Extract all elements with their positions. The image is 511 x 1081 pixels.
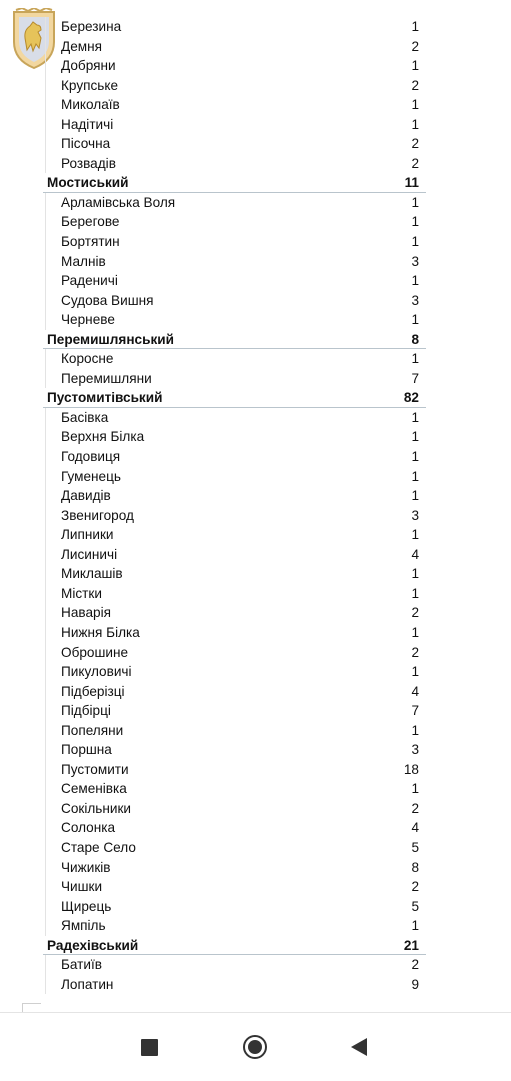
settlement-count: 7 xyxy=(411,370,419,386)
settlement-count: 4 xyxy=(411,683,419,699)
settlement-row xyxy=(0,662,511,682)
system-navigation-bar xyxy=(0,1012,511,1081)
district-count: 11 xyxy=(404,175,419,191)
settlement-count: 5 xyxy=(411,898,419,914)
district-row xyxy=(0,936,511,956)
settlement-row xyxy=(0,37,511,57)
settlement-name: Батиїв xyxy=(61,957,103,973)
settlement-row xyxy=(0,349,511,369)
settlement-row xyxy=(0,818,511,838)
settlement-row xyxy=(0,858,511,878)
district-name: Радехівський xyxy=(47,937,139,953)
settlement-count: 7 xyxy=(411,703,419,719)
settlement-name: Малнів xyxy=(61,253,106,269)
settlement-name: Басівка xyxy=(61,409,109,425)
settlement-name: Гуменець xyxy=(61,468,121,484)
settlement-row xyxy=(0,916,511,936)
settlement-name: Березина xyxy=(61,19,122,34)
settlement-row xyxy=(0,877,511,897)
settlement-count: 1 xyxy=(411,488,419,504)
settlement-row xyxy=(0,232,511,252)
settlement-count: 1 xyxy=(411,273,419,289)
settlement-count: 18 xyxy=(403,761,419,777)
settlement-name: Попеляни xyxy=(61,722,124,738)
settlement-name: Звенигород xyxy=(61,507,134,523)
settlement-count: 2 xyxy=(411,136,419,152)
settlement-row xyxy=(0,643,511,663)
district-name: Пустомитівський xyxy=(47,390,163,406)
settlement-count: 3 xyxy=(411,507,419,523)
settlement-row xyxy=(0,525,511,545)
settlement-row xyxy=(0,564,511,584)
home-button[interactable] xyxy=(237,1029,273,1065)
settlement-name: Старе Село xyxy=(61,839,136,855)
settlement-name: Арламівська Воля xyxy=(61,194,176,210)
settlement-row xyxy=(0,408,511,428)
settlement-name: Поршна xyxy=(61,742,112,758)
settlement-name: Надітичі xyxy=(61,116,114,132)
settlement-name: Демня xyxy=(61,38,102,54)
settlement-count: 1 xyxy=(411,58,419,74)
settlement-name: Бортятин xyxy=(61,234,120,250)
settlement-name: Щирець xyxy=(61,898,112,914)
settlement-name: Розвадів xyxy=(61,155,116,171)
settlement-count: 4 xyxy=(411,546,419,562)
settlement-count: 1 xyxy=(411,918,419,934)
settlement-count: 3 xyxy=(411,253,419,269)
settlement-row xyxy=(0,17,511,37)
settlement-count: 9 xyxy=(411,976,419,992)
settlement-count: 1 xyxy=(411,351,419,367)
settlement-name: Верхня Білка xyxy=(61,429,145,445)
district-count: 82 xyxy=(403,390,419,406)
settlement-row xyxy=(0,838,511,858)
district-row xyxy=(0,388,511,408)
settlement-name: Добряни xyxy=(61,58,116,74)
settlement-count: 1 xyxy=(411,312,419,328)
district-row xyxy=(0,330,511,350)
page-corner-marker xyxy=(22,1003,41,1012)
settlement-row xyxy=(0,291,511,311)
settlement-name: Пісочна xyxy=(61,136,111,152)
settlement-name: Миколаїв xyxy=(61,97,120,113)
settlement-row xyxy=(0,467,511,487)
settlement-count: 1 xyxy=(411,429,419,445)
district-count: 21 xyxy=(403,937,419,953)
triangle-back-icon xyxy=(351,1038,367,1056)
settlement-count: 2 xyxy=(411,879,419,895)
settlement-name: Солонка xyxy=(61,820,116,836)
district-row xyxy=(0,173,511,193)
settlement-row xyxy=(0,76,511,96)
settlement-row xyxy=(0,486,511,506)
settlement-count: 1 xyxy=(411,624,419,640)
settlement-row xyxy=(0,975,511,995)
settlement-row xyxy=(0,447,511,467)
settlement-count: 2 xyxy=(411,77,419,93)
settlement-count: 3 xyxy=(411,742,419,758)
settlement-name: Пикуловичі xyxy=(61,664,132,680)
settlement-name: Оброшине xyxy=(61,644,129,660)
settlement-row xyxy=(0,154,511,174)
settlement-count: 1 xyxy=(411,214,419,230)
settlement-name: Чижиків xyxy=(61,859,111,875)
settlement-count: 1 xyxy=(411,468,419,484)
settlement-count: 2 xyxy=(411,800,419,816)
settlement-name: Містки xyxy=(61,585,102,601)
settlement-row xyxy=(0,545,511,565)
settlement-name: Черневе xyxy=(61,312,115,328)
settlement-row xyxy=(0,212,511,232)
settlement-count: 2 xyxy=(411,155,419,171)
settlement-count: 1 xyxy=(411,234,419,250)
settlement-name: Раденичі xyxy=(61,273,118,289)
settlement-name: Лопатин xyxy=(61,976,114,992)
settlement-row xyxy=(0,310,511,330)
settlement-name: Перемишляни xyxy=(61,370,152,386)
settlement-count: 1 xyxy=(411,664,419,680)
settlement-count: 1 xyxy=(411,722,419,738)
settlement-count: 2 xyxy=(411,644,419,660)
settlement-name: Давидів xyxy=(61,488,111,504)
settlement-row xyxy=(0,701,511,721)
settlement-name: Підберізці xyxy=(61,683,125,699)
settlement-count: 1 xyxy=(411,781,419,797)
settlement-count: 4 xyxy=(411,820,419,836)
settlement-row xyxy=(0,799,511,819)
settlement-name: Судова Вишня xyxy=(61,292,154,308)
settlement-name: Семенівка xyxy=(61,781,127,797)
settlement-row xyxy=(0,721,511,741)
settlement-count: 3 xyxy=(411,292,419,308)
settlement-row xyxy=(0,252,511,272)
settlement-name: Крупське xyxy=(61,77,119,93)
settlement-row xyxy=(0,584,511,604)
settlement-name: Коросне xyxy=(61,351,114,367)
settlement-row xyxy=(0,427,511,447)
settlement-row xyxy=(0,134,511,154)
settlement-row xyxy=(0,506,511,526)
district-name: Перемишлянський xyxy=(47,331,174,347)
settlement-row xyxy=(0,897,511,917)
settlement-count: 1 xyxy=(411,585,419,601)
settlement-count: 1 xyxy=(411,409,419,425)
district-count: 8 xyxy=(411,331,419,347)
settlement-count: 8 xyxy=(411,859,419,875)
district-name: Мостиський xyxy=(47,175,129,191)
settlement-name: Нижня Білка xyxy=(61,624,140,640)
settlement-row xyxy=(0,603,511,623)
settlement-name: Лисиничі xyxy=(61,546,118,562)
settlement-count: 1 xyxy=(411,19,419,34)
settlement-name: Сокільники xyxy=(61,800,131,816)
circle-home-icon xyxy=(243,1035,267,1059)
settlement-count: 1 xyxy=(411,566,419,582)
settlement-row xyxy=(0,779,511,799)
back-button[interactable] xyxy=(341,1029,377,1065)
settlement-count: 1 xyxy=(411,194,419,210)
settlement-row xyxy=(0,369,511,389)
settlement-count: 1 xyxy=(411,116,419,132)
settlement-row xyxy=(0,740,511,760)
settlement-name: Пустомити xyxy=(61,761,129,777)
settlement-row xyxy=(0,760,511,780)
settlement-name: Миклашів xyxy=(61,566,123,582)
settlement-row xyxy=(0,95,511,115)
settlement-name: Наварія xyxy=(61,605,111,621)
settlement-name: Берегове xyxy=(61,214,120,230)
settlement-count: 2 xyxy=(411,38,419,54)
settlement-count: 2 xyxy=(411,957,419,973)
settlement-count: 1 xyxy=(411,449,419,465)
settlement-row xyxy=(0,271,511,291)
recent-apps-button[interactable] xyxy=(131,1029,167,1065)
settlement-name: Ямпіль xyxy=(61,918,106,934)
settlement-row xyxy=(0,955,511,975)
settlement-name: Липники xyxy=(61,527,114,543)
settlement-row xyxy=(0,193,511,213)
settlement-name: Годовиця xyxy=(61,449,121,465)
settlement-count: 5 xyxy=(411,839,419,855)
settlement-row xyxy=(0,56,511,76)
settlement-count: 1 xyxy=(411,527,419,543)
square-recents-icon xyxy=(141,1039,158,1056)
settlement-count: 1 xyxy=(411,97,419,113)
settlement-name: Підбірці xyxy=(61,703,111,719)
settlement-row xyxy=(0,682,511,702)
settlement-count: 2 xyxy=(411,605,419,621)
settlement-row xyxy=(0,115,511,135)
settlement-row xyxy=(0,623,511,643)
settlements-table xyxy=(0,17,511,994)
settlement-name: Чишки xyxy=(61,879,103,895)
